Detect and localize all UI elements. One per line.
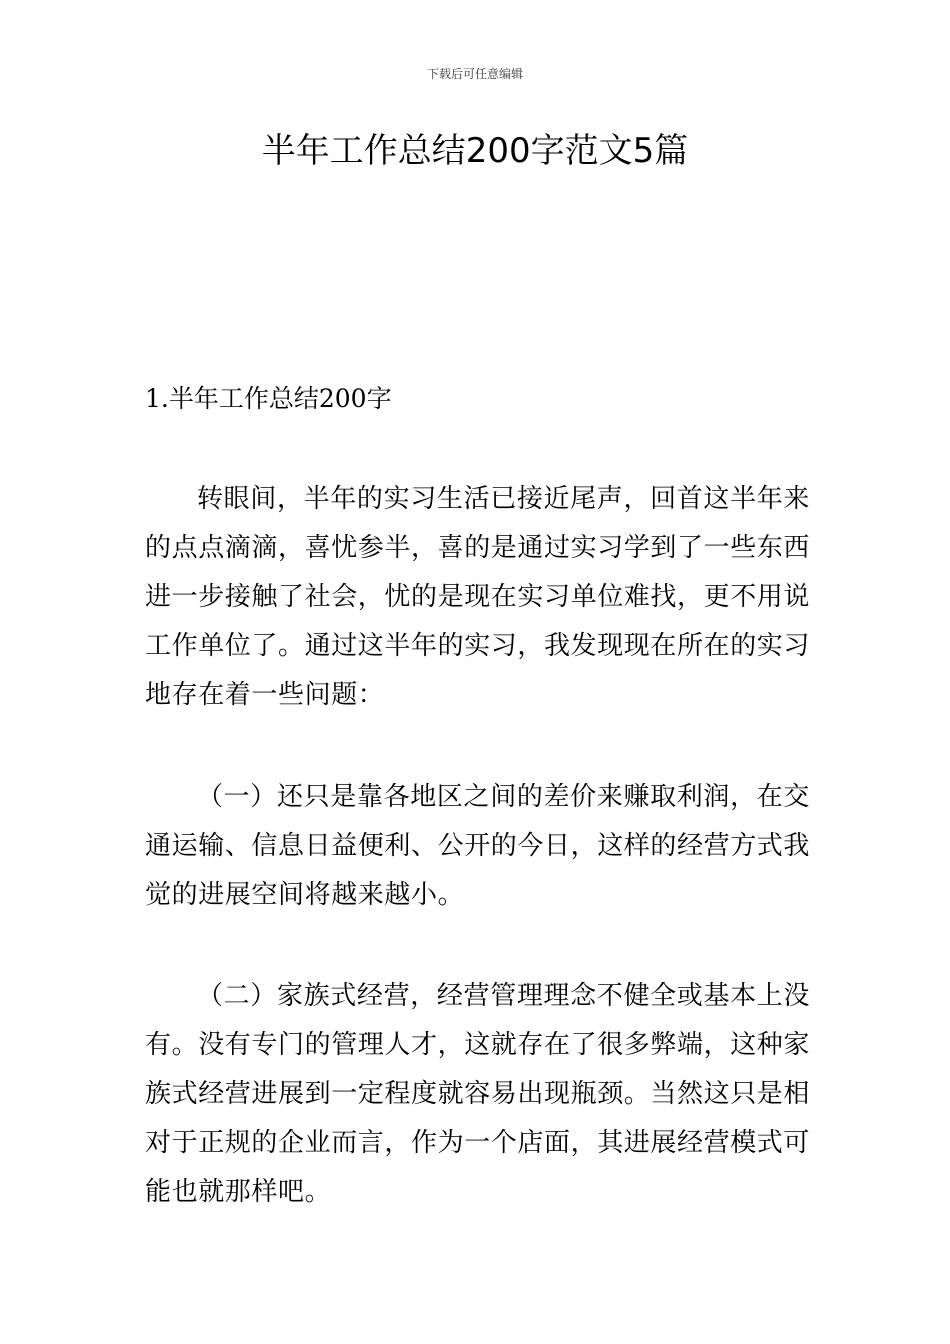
body-paragraph: 转眼间，半年的实习生活已接近尾声，回首这半年来的点点滴滴，喜忧参半，喜的是通过实习学到了一些东西进一步接触了社会，忧的是现在实习单位难找，更不用说工作单位了。通过这半年的实习，我发现现在所在的实习地存在着一些问题：: [145, 484, 811, 710]
body-paragraph: （一）还只是靠各地区之间的差价来赚取利润，在交通运输、信息日益便利、公开的今日，这样的经营方式我觉的进展空间将越来越小。: [145, 782, 811, 910]
page-title: 半年工作总结200字范文5篇: [261, 131, 689, 171]
section-heading: 1.半年工作总结200字: [145, 384, 392, 413]
header-note: 下载后可任意编辑: [426, 67, 523, 81]
body-paragraph: （二）家族式经营，经营管理理念不健全或基本上没有。没有专门的管理人才，这就存在了很多弊端，这种家族式经营进展到一定程度就容易出现瓶颈。当然这只是相对于正规的企业而言，作为一个店面，其进展经营模式可能也就那样吧。: [145, 981, 811, 1207]
